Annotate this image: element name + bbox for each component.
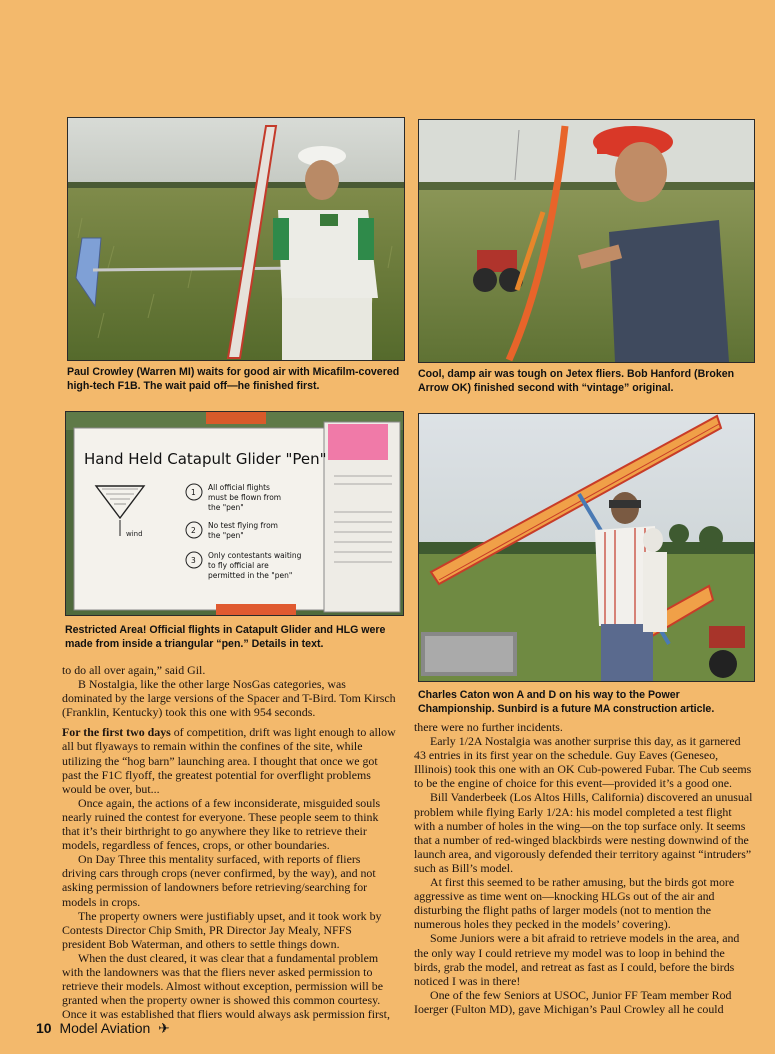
article-column-2	[414, 720, 754, 1016]
article-paragraph: Bill Vanderbeek (Los Altos Hills, California) discovered an unusual problem while flying Early 1/2A: his model completed a test flight with a number of holes in the wing—on the top surface only. It seems that a number of red-winged blackbirds were nesting downwind of the launch area, and vigorously defended their territory against “intruders” such as Bill’s model.	[414, 790, 753, 875]
sign-rule-num: 2	[191, 526, 196, 535]
article-paragraph: there were no further incidents.	[414, 720, 563, 734]
sign-rule-line: the "pen"	[208, 503, 244, 512]
photo-caption: Cool, damp air was tough on Jetex fliers. Bob Hanford (Broken Arrow OK) finished second with “vintage” original.	[418, 368, 735, 394]
magazine-name: Model Aviation	[59, 1020, 151, 1036]
photo-charles-caton	[418, 413, 755, 682]
photo-pen-sign	[65, 411, 404, 616]
photo-paul-crowley	[67, 117, 405, 361]
article-paragraph: At first this seemed to be rather amusing, but the birds got more aggressive as time went on—knocking HLGs out of the air and disturbing the flight paths of larger models (not to mention the numerous holes they pecked in the models’ covering).	[414, 875, 735, 932]
article-paragraph: Some Juniors were a bit afraid to retrieve models in the area, and the only way I could retrieve my model was to loop in behind the birds, grab the model, and retreat as fast as I could, before the birds noticed I was in there!	[414, 931, 740, 988]
photo-caption: Charles Caton won A and D on his way to the Power Championship. Sunbird is a future MA construction article.	[418, 689, 715, 715]
page-number: 10	[36, 1020, 52, 1036]
sign-rule-line: must be flown from	[208, 493, 282, 502]
article-paragraph: B Nostalgia, like the other large NosGas categories, was dominated by the large versions of the Spacer and T-Bird. Tom Kirsch (Franklin, Kentucky) took this one with 954 seconds.	[62, 677, 396, 720]
airplane-icon: ✈	[158, 1020, 170, 1036]
article-paragraph: When the dust cleared, it was clear that a fundamental problem with the landowners was that the fliers never asked permission to retrieve their models. Almost without exception, permission will be granted when the property owner is showed this common courtesy. Once it was established that fliers would always ask permission first,	[62, 950, 390, 1022]
sign-rule-line: All official flights	[208, 483, 270, 492]
sign-rule-num: 3	[191, 556, 196, 565]
sign-title: Hand Held Catapult Glider "Pen"	[84, 450, 327, 468]
article-lead-in: For the first two days	[62, 725, 171, 740]
sign-rule-line: the "pen"	[208, 531, 244, 540]
article-paragraph: For the first two days of competition, drift was light enough to allow all but flyaways to remain within the confines of the site, while utilizing the “hog barn” launching area. I thought that once we got past the F1C flyoff, the greatest potential for overflight problems would be over, but...	[62, 725, 396, 796]
sign-rule-line: permitted in the "pen"	[208, 571, 293, 580]
photo-bob-hanford	[418, 119, 755, 363]
article-paragraph: Early 1/2A Nostalgia was another surprise this day, as it garnered 43 entries in its first year on the schedule. Guy Eaves (Geneseo, Illinois) took this one with an OK Cub-powered Fubar. The Cub seems to be the engine of choice for this event—provided it’s a good one.	[414, 734, 752, 791]
article-column-1	[62, 663, 397, 1021]
article-paragraph: The property owners were justifiably upset, and it took work by Contests Director Chip Smith, PR Director Jay Mealy, NFFS president Bob Waterman, and others to settle things down.	[62, 908, 382, 951]
sign-rule-line: to fly official are	[208, 561, 269, 570]
sign-diagram-label: wind	[126, 530, 143, 538]
sign-rule-line: No test flying from	[208, 521, 278, 530]
article-paragraph: One of the few Seniors at USOC, Junior FF Team member Rod Ioerger (Fulton MD), gave Michigan’s Paul Crowley all he could	[414, 987, 732, 1016]
sign-rule-num: 1	[191, 488, 196, 497]
article-paragraph: to do all over again,” said Gil.	[62, 663, 206, 677]
photo-caption: Paul Crowley (Warren MI) waits for good air with Micafilm-covered high-tech F1B. The wait paid off—he finished first.	[67, 366, 400, 392]
article-paragraph: Once again, the actions of a few inconsiderate, misguided souls nearly ruined the contest for everyone. These people seem to think that it’s their birthright to go anywhere they like to retrieve their models, regardless of fences, crops, or other boundaries.	[62, 795, 381, 853]
sign-rule-line: Only contestants waiting	[208, 551, 302, 560]
photo-caption: Restricted Area! Official flights in Catapult Glider and HLG were made from inside a triangular “pen.” Details in text.	[65, 624, 386, 650]
page-footer	[36, 1020, 170, 1037]
article-paragraph: On Day Three this mentality surfaced, with reports of fliers driving cars through crops (never confirmed, by the way), and not asking permission of landowners before retrieving/searching for models in crops.	[62, 852, 376, 909]
